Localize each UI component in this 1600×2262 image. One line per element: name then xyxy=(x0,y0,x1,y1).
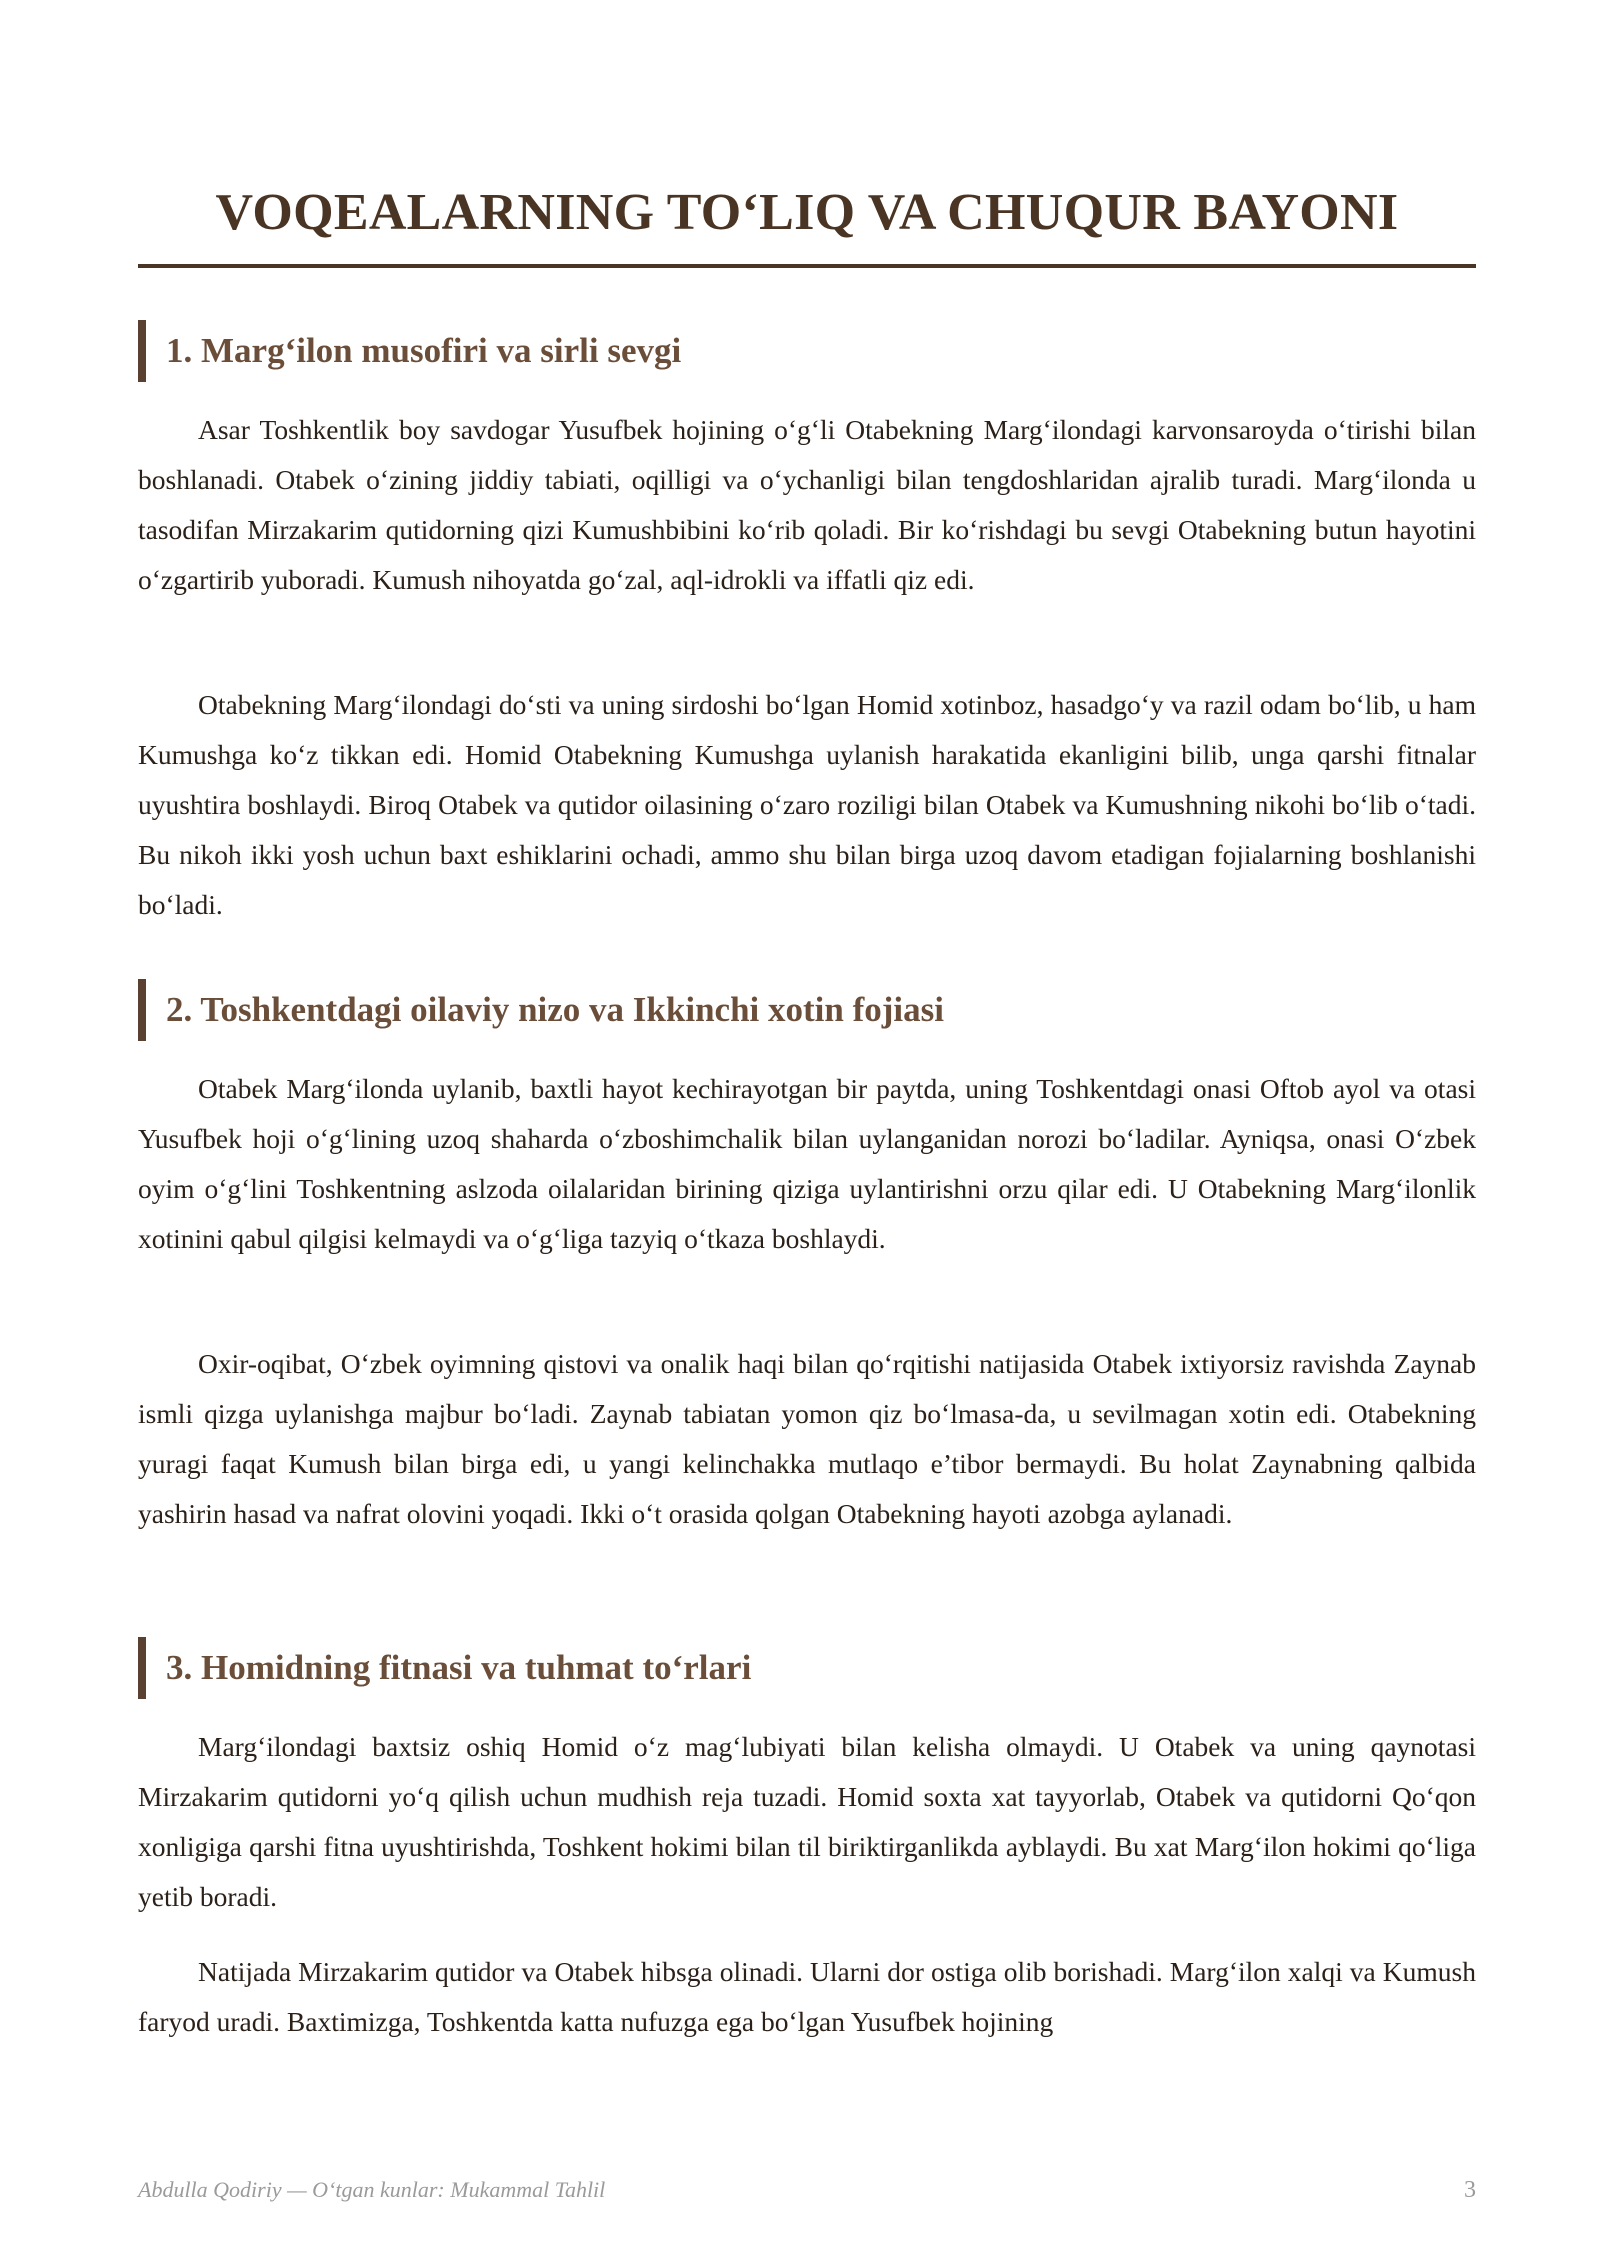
paragraph: Otabekning Marg‘ilondagi do‘sti va uning sirdoshi bo‘lgan Homid xotinboz, hasadgo‘y va razil odam bo‘lib, u ham Kumushga ko‘z tikkan edi. Homid Otabekning Kumushga uylanish harakatida ekanligini bilib, unga qarshi fitnalar uyushtira boshlaydi. Biroq Otabek va qutidor oilasining o‘zaro roziligi bilan Otabek va Kumushning nikohi bo‘lib o‘tadi. Bu nikoh ikki yosh uchun baxt eshiklarini ochadi, ammo shu bilan birga uzoq davom etadigan fojialarning boshlanishi bo‘ladi. xyxy=(138,689,1476,920)
paragraph: Marg‘ilondagi baxtsiz oshiq Homid o‘z mag‘lubiyati bilan kelisha olmaydi. U Otabek va uning qaynotasi Mirzakarim qutidorni yo‘q qilish uchun mudhish reja tuzadi. Homid soxta xat tayyorlab, Otabek va qutidorni Qo‘qon xonligiga qarshi fitna uyushtirishda, Toshkent hokimi bilan til biriktirganlikda ayblaydi. Bu xat Marg‘ilon hokimi qo‘liga yetib boradi. xyxy=(138,1731,1476,1912)
page-title: VOQEALARNING TO‘LIQ VA CHUQUR BAYONI xyxy=(215,184,1399,241)
title-divider xyxy=(138,264,1476,268)
section-heading-3 xyxy=(138,1637,1476,1699)
page-number: 3 xyxy=(1464,2177,1476,2203)
section-heading-1 xyxy=(138,320,1476,382)
paragraph: Otabek Marg‘ilonda uylanib, baxtli hayot kechirayotgan bir paytda, uning Toshkentdagi onasi Oftob ayol va otasi Yusufbek hoji o‘g‘lining uzoq shaharda o‘zboshimchalik bilan uylanganidan norozi bo‘ladilar. Ayniqsa, onasi O‘zbek oyim o‘g‘lini Toshkentning aslzoda oilalaridan birining qiziga uylantirishni orzu qilar edi. U Otabekning Marg‘ilonlik xotinini qabul qilgisi kelmaydi va o‘g‘liga tazyiq o‘tkaza boshlaydi. xyxy=(138,1073,1476,1254)
paragraph: Asar Toshkentlik boy savdogar Yusufbek hojining o‘g‘li Otabekning Marg‘ilondagi karvonsaroyda o‘tirishi bilan boshlanadi. Otabek o‘zining jiddiy tabiati, oqilligi va o‘ychanligi bilan tengdoshlaridan ajralib turadi. Marg‘ilonda u tasodifan Mirzakarim qutidorning qizi Kumushbibini ko‘rib qoladi. Bir ko‘rishdagi bu sevgi Otabekning butun hayotini o‘zgartirib yuboradi. Kumush nihoyatda go‘zal, aql-idrokli va iffatli qiz edi. xyxy=(138,414,1476,595)
section-heading-2 xyxy=(138,979,1476,1041)
section-title: 1. Marg‘ilon musofiri va sirli sevgi xyxy=(166,331,682,370)
section-accent-bar xyxy=(138,979,146,1041)
section-title: 2. Toshkentdagi oilaviy nizo va Ikkinchi xotin fojiasi xyxy=(166,990,944,1029)
paragraph: Natijada Mirzakarim qutidor va Otabek hibsga olinadi. Ularni dor ostiga olib borishadi. Marg‘ilon xalqi va Kumush faryod uradi. Baxtimizga, Toshkentda katta nufuzga ega bo‘lgan Yusufbek hojining xyxy=(138,1956,1476,2037)
section-accent-bar xyxy=(138,320,146,382)
paragraph: Oxir-oqibat, O‘zbek oyimning qistovi va onalik haqi bilan qo‘rqitishi natijasida Otabek ixtiyorsiz ravishda Zaynab ismli qizga uylanishga majbur bo‘ladi. Zaynab tabiatan yomon qiz bo‘lmasa-da, u sevilmagan xotin edi. Otabekning yuragi faqat Kumush bilan birga edi, u yangi kelinchakka mutlaqo e’tibor bermaydi. Bu holat Zaynabning qalbida yashirin hasad va nafrat olovini yoqadi. Ikki o‘t orasida qolgan Otabekning hayoti azobga aylanadi. xyxy=(138,1348,1476,1529)
running-footer-title: Abdulla Qodiriy — O‘tgan kunlar: Mukammal Tahlil xyxy=(138,2177,606,2202)
section-title: 3. Homidning fitnasi va tuhmat to‘rlari xyxy=(166,1648,752,1687)
section-accent-bar xyxy=(138,1637,146,1699)
document-page xyxy=(138,0,1476,2262)
